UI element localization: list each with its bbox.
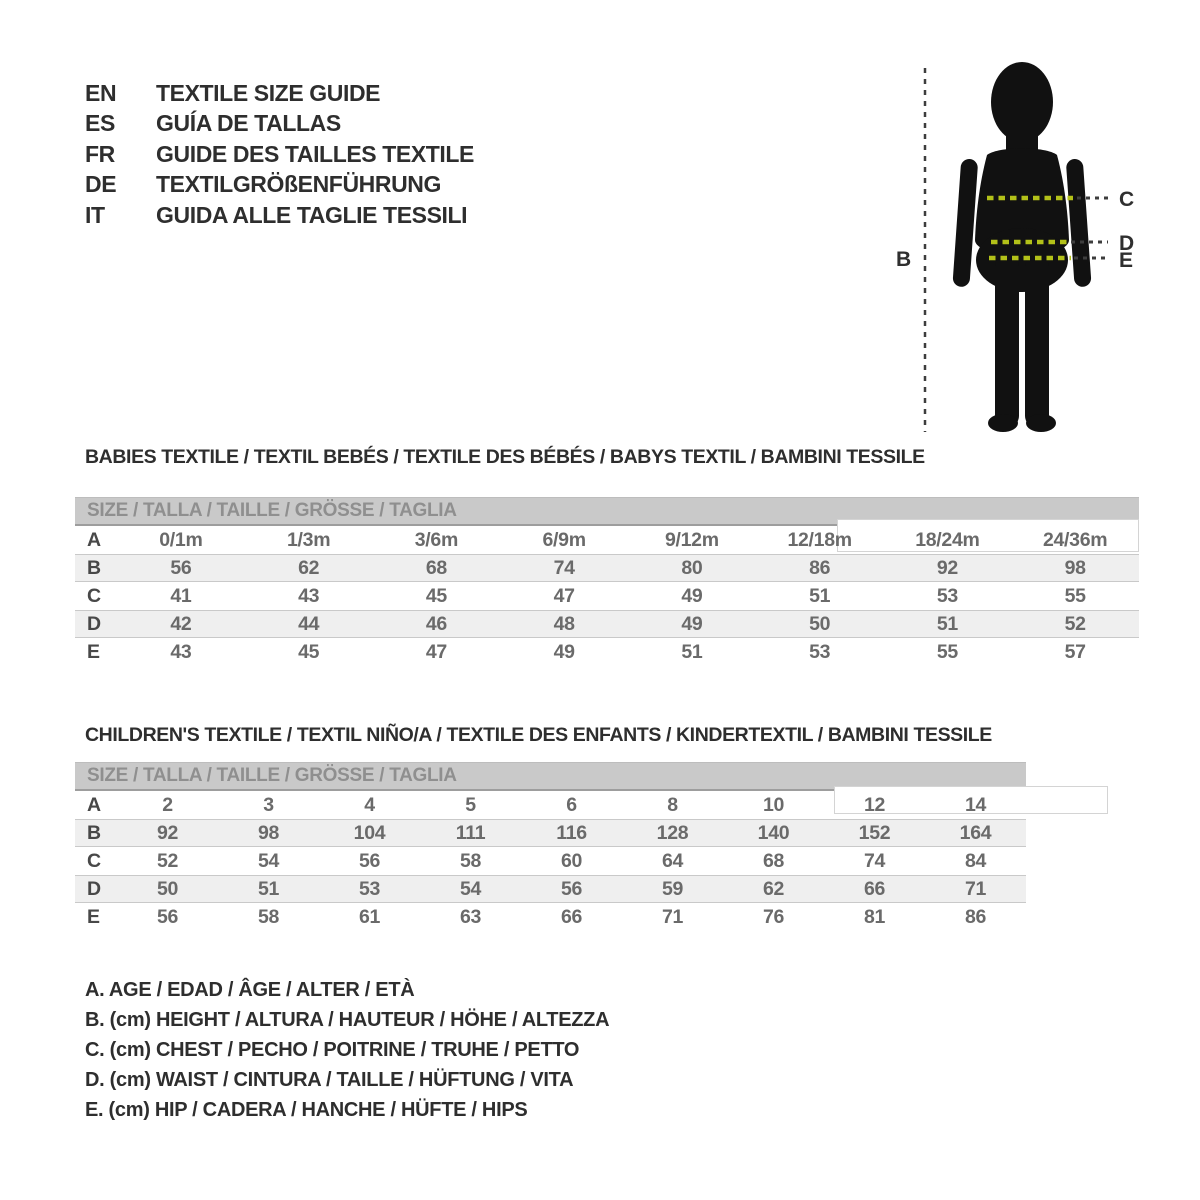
table-row-d bbox=[75, 875, 1026, 903]
table-cell: 3 bbox=[263, 793, 274, 816]
child-silhouette-figure bbox=[895, 55, 1145, 440]
table-cell: 71 bbox=[661, 905, 684, 928]
legend-line-age: A. AGE / EDAD / ÂGE / ALTER / ETÀ bbox=[85, 979, 415, 1002]
table-cell: 47 bbox=[425, 640, 447, 663]
table-row-a bbox=[75, 791, 1026, 819]
table-cell: 8 bbox=[667, 793, 678, 816]
table-cell: 51 bbox=[936, 612, 958, 635]
table-cell: 49 bbox=[681, 612, 703, 635]
table-cell: 66 bbox=[560, 905, 583, 928]
row-label: C bbox=[87, 584, 101, 607]
table-cell: 98 bbox=[1064, 556, 1086, 579]
table-cell: 50 bbox=[156, 877, 179, 900]
table-cell: 12/18m bbox=[787, 528, 852, 551]
table-cell: 43 bbox=[298, 584, 320, 607]
table-cell: 92 bbox=[936, 556, 958, 579]
chest-label: C bbox=[1119, 188, 1135, 211]
table-cell: 14 bbox=[964, 793, 987, 816]
table-cell: 74 bbox=[863, 849, 886, 872]
table-cell: 49 bbox=[681, 584, 703, 607]
table-row-e bbox=[75, 903, 1026, 931]
table-cell: 2 bbox=[162, 793, 173, 816]
table-cell: 56 bbox=[358, 849, 381, 872]
table-cell: 86 bbox=[809, 556, 831, 579]
table-cell: 5 bbox=[465, 793, 476, 816]
table-row-d bbox=[75, 610, 1139, 638]
table-cell: 12 bbox=[863, 793, 886, 816]
table-cell: 86 bbox=[964, 905, 987, 928]
row-label: A bbox=[87, 793, 101, 816]
table-cell: 128 bbox=[656, 821, 689, 844]
table-cell: 43 bbox=[170, 640, 192, 663]
language-title: GUÍA DE TALLAS bbox=[156, 110, 341, 137]
table-cell: 55 bbox=[936, 640, 958, 663]
table-cell: 58 bbox=[459, 849, 482, 872]
table-cell: 49 bbox=[553, 640, 575, 663]
table-row-c bbox=[75, 847, 1026, 875]
table-cell: 66 bbox=[863, 877, 886, 900]
language-row-en bbox=[85, 78, 474, 109]
table-cell: 6/9m bbox=[542, 528, 586, 551]
table-cell: 24/36m bbox=[1042, 528, 1108, 551]
language-row-de bbox=[85, 170, 474, 201]
table-cell: 60 bbox=[560, 849, 583, 872]
children-section-heading: CHILDREN'S TEXTILE / TEXTIL NIÑO/A / TEXTILE DES ENFANTS / KINDERTEXTIL / BAMBINI TESSILE bbox=[85, 724, 992, 746]
table-cell: 68 bbox=[762, 849, 785, 872]
language-list bbox=[85, 78, 474, 231]
language-row-fr bbox=[85, 139, 474, 170]
table-cell: 53 bbox=[936, 584, 958, 607]
table-cell: 111 bbox=[455, 821, 486, 844]
table-cell: 61 bbox=[358, 905, 381, 928]
table-cell: 3/6m bbox=[414, 528, 458, 551]
table-cell: 45 bbox=[425, 584, 447, 607]
row-label: D bbox=[87, 877, 101, 900]
waist-label: D bbox=[1119, 232, 1135, 255]
language-row-es bbox=[85, 109, 474, 140]
table-cell: 51 bbox=[809, 584, 831, 607]
table-row-c bbox=[75, 582, 1139, 610]
row-label: C bbox=[87, 849, 101, 872]
table-cell: 53 bbox=[809, 640, 831, 663]
children-table bbox=[75, 762, 1026, 931]
table-cell: 47 bbox=[553, 584, 575, 607]
row-label: D bbox=[87, 612, 101, 635]
table-cell: 152 bbox=[858, 821, 891, 844]
table-cell: 18/24m bbox=[915, 528, 980, 551]
table-cell: 54 bbox=[459, 877, 482, 900]
table-cell: 76 bbox=[762, 905, 785, 928]
language-code: IT bbox=[85, 201, 105, 228]
language-code: FR bbox=[85, 140, 115, 167]
babies-table bbox=[75, 497, 1139, 666]
table-cell: 59 bbox=[661, 877, 684, 900]
height-label: B bbox=[896, 248, 912, 271]
table-cell: 57 bbox=[1064, 640, 1086, 663]
measurement-legend bbox=[85, 976, 609, 1125]
table-row-e bbox=[75, 638, 1139, 666]
legend-line-hip: E. (cm) HIP / CADERA / HANCHE / HÜFTE / HIPS bbox=[85, 1098, 528, 1121]
table-cell: 56 bbox=[170, 556, 192, 579]
legend-line-waist: D. (cm) WAIST / CINTURA / TAILLE / HÜFTUNG / VITA bbox=[85, 1068, 574, 1091]
table-cell: 62 bbox=[762, 877, 785, 900]
language-title: TEXTILGRÖßENFÜHRUNG bbox=[156, 171, 441, 198]
row-label: E bbox=[87, 640, 100, 663]
babies-section-heading: BABIES TEXTILE / TEXTIL BEBÉS / TEXTILE DES BÉBÉS / BABYS TEXTIL / BAMBINI TESSILE bbox=[85, 446, 925, 468]
children-table-rows bbox=[75, 791, 1026, 931]
table-cell: 71 bbox=[964, 877, 987, 900]
table-cell: 48 bbox=[553, 612, 575, 635]
table-cell: 10 bbox=[762, 793, 785, 816]
table-cell: 50 bbox=[809, 612, 831, 635]
table-cell: 51 bbox=[681, 640, 703, 663]
table-row-a bbox=[75, 526, 1139, 554]
language-code: ES bbox=[85, 110, 115, 137]
table-cell: 0/1m bbox=[159, 528, 203, 551]
table-row-b bbox=[75, 554, 1139, 582]
table-cell: 1/3m bbox=[287, 528, 331, 551]
table-cell: 56 bbox=[156, 905, 179, 928]
language-title: GUIDE DES TAILLES TEXTILE bbox=[156, 140, 474, 167]
row-label: A bbox=[87, 528, 101, 551]
table-cell: 45 bbox=[298, 640, 320, 663]
table-cell: 46 bbox=[425, 612, 447, 635]
legend-line-chest: C. (cm) CHEST / PECHO / POITRINE / TRUHE / PETTO bbox=[85, 1038, 580, 1061]
table-cell: 64 bbox=[661, 849, 684, 872]
table-cell: 84 bbox=[964, 849, 987, 872]
table-cell: 164 bbox=[959, 821, 992, 844]
row-label: B bbox=[87, 556, 101, 579]
table-row-b bbox=[75, 819, 1026, 847]
table-cell: 55 bbox=[1064, 584, 1086, 607]
language-title: TEXTILE SIZE GUIDE bbox=[156, 79, 381, 106]
table-cell: 6 bbox=[566, 793, 577, 816]
table-cell: 80 bbox=[681, 556, 703, 579]
table-cell: 63 bbox=[459, 905, 482, 928]
table-cell: 51 bbox=[257, 877, 280, 900]
table-cell: 4 bbox=[364, 793, 375, 816]
table-cell: 62 bbox=[298, 556, 320, 579]
table-cell: 54 bbox=[257, 849, 280, 872]
table-cell: 53 bbox=[358, 877, 381, 900]
language-row-it bbox=[85, 200, 474, 231]
silhouette-icon bbox=[952, 62, 1091, 432]
hip-label: E bbox=[1119, 249, 1134, 272]
row-label: B bbox=[87, 821, 101, 844]
table-cell: 98 bbox=[257, 821, 280, 844]
table-cell: 58 bbox=[257, 905, 280, 928]
size-header-bar: SIZE / TALLA / TAILLE / GRÖSSE / TAGLIA bbox=[75, 762, 1026, 791]
language-title: GUIDA ALLE TAGLIE TESSILI bbox=[156, 201, 468, 228]
table-cell: 104 bbox=[353, 821, 386, 844]
table-cell: 9/12m bbox=[664, 528, 719, 551]
language-code: EN bbox=[85, 79, 117, 106]
table-cell: 42 bbox=[170, 612, 192, 635]
table-cell: 116 bbox=[556, 821, 587, 844]
babies-table-rows bbox=[75, 526, 1139, 666]
language-code: DE bbox=[85, 171, 117, 198]
row-label: E bbox=[87, 905, 100, 928]
table-cell: 44 bbox=[298, 612, 320, 635]
table-cell: 74 bbox=[553, 556, 575, 579]
table-cell: 41 bbox=[170, 584, 192, 607]
table-cell: 140 bbox=[757, 821, 790, 844]
legend-line-height: B. (cm) HEIGHT / ALTURA / HAUTEUR / HÖHE / ALTEZZA bbox=[85, 1009, 610, 1032]
table-cell: 81 bbox=[863, 905, 886, 928]
table-cell: 56 bbox=[560, 877, 583, 900]
table-cell: 52 bbox=[1064, 612, 1086, 635]
table-cell: 68 bbox=[425, 556, 447, 579]
size-header-bar: SIZE / TALLA / TAILLE / GRÖSSE / TAGLIA bbox=[75, 497, 1139, 526]
table-cell: 92 bbox=[156, 821, 179, 844]
table-cell: 52 bbox=[156, 849, 179, 872]
